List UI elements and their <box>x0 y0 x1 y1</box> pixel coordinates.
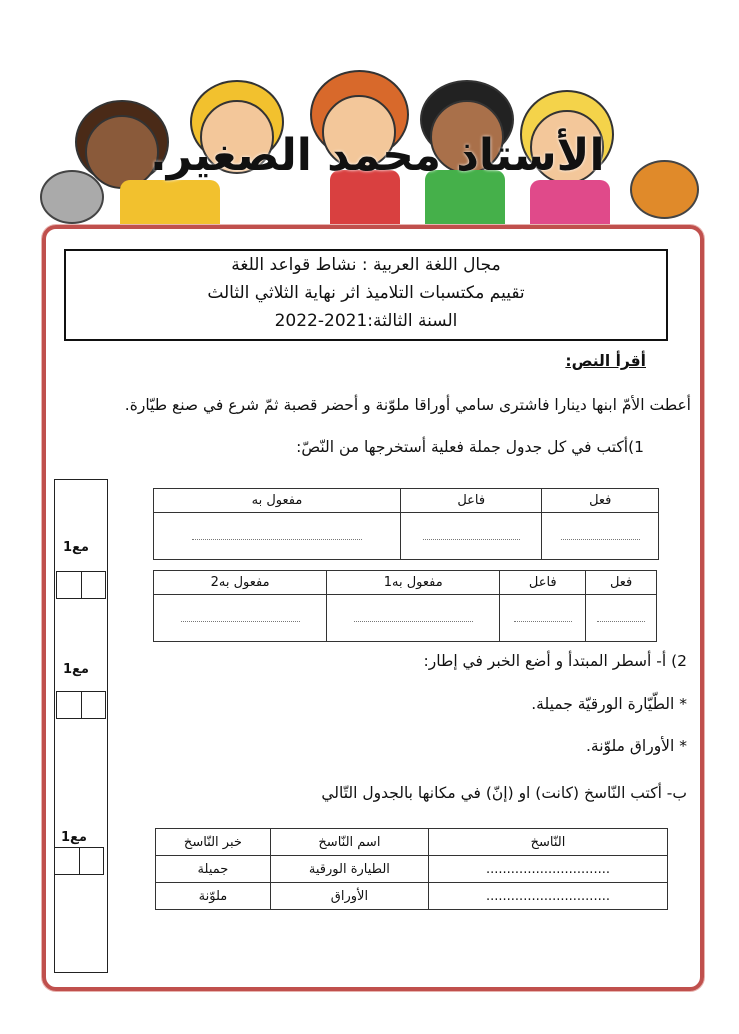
passage: أعطت الأمّ ابنها دينارا فاشترى سامي أوراقا ملوّنة و أحضر قصبة ثمّ شرع في صنع طيّارة. <box>124 396 691 414</box>
criterion-label: مع1 <box>63 540 89 555</box>
read-title: أقرأ النص: <box>565 352 646 370</box>
cell: الأوراق <box>270 883 428 910</box>
header-cell: النّاسخ <box>428 829 667 856</box>
question-2b: ب- أكتب النّاسخ (كانت) او (إنّ) في مكانها بالجدول التّالي <box>321 784 687 802</box>
answer-cell[interactable] <box>400 513 542 560</box>
header-cell: فاعل <box>500 571 586 595</box>
table-verb-subject-two-objects <box>153 570 657 642</box>
header-cell: فعل <box>542 489 659 513</box>
header-cell: مفعول به2 <box>154 571 327 595</box>
answer-cell[interactable] <box>586 595 657 642</box>
table-nasikh <box>155 828 668 910</box>
question-1: 1)أكتب في كل جدول جملة فعلية أستخرجها من النّصّ: <box>296 438 644 456</box>
answer-cell[interactable] <box>154 595 327 642</box>
score-box[interactable] <box>56 571 106 599</box>
table-verb-subject-object <box>153 488 659 560</box>
cell: جميلة <box>156 856 271 883</box>
grading-column <box>54 479 108 973</box>
sentence-1: * الطّيّارة الورقيّة جميلة. <box>531 695 687 713</box>
sentence-2: * الأوراق ملوّنة. <box>585 737 687 755</box>
score-box[interactable] <box>54 847 104 875</box>
header-line-1: مجال اللغة العربية : نشاط قواعد اللغة <box>231 255 501 275</box>
answer-cell[interactable]: .............................. <box>428 883 667 910</box>
header-cell: مفعول به <box>154 489 401 513</box>
answer-cell[interactable] <box>500 595 586 642</box>
header-line-2: تقييم مكتسبات التلاميذ اثر نهاية الثلاثي الثالث <box>207 283 525 303</box>
cell: ملوّنة <box>156 883 271 910</box>
criterion-label: مع1 <box>61 830 87 845</box>
teacher-watermark: الأستاذ محمد الصغير. <box>150 130 605 181</box>
answer-cell[interactable]: .............................. <box>428 856 667 883</box>
criterion-label: مع1 <box>63 662 89 677</box>
cell: الطيارة الورقية <box>270 856 428 883</box>
answer-cell[interactable] <box>327 595 500 642</box>
header-cell: مفعول به1 <box>327 571 500 595</box>
header-box <box>64 249 668 341</box>
question-2a: 2) أ- أسطر المبتدأ و أضع الخبر في إطار: <box>423 652 687 670</box>
answer-cell[interactable] <box>542 513 659 560</box>
score-box[interactable] <box>56 691 106 719</box>
header-cell: فعل <box>586 571 657 595</box>
header-line-3: السنة الثالثة:2021-2022 <box>274 311 458 331</box>
header-cell: فاعل <box>400 489 542 513</box>
answer-cell[interactable] <box>154 513 401 560</box>
header-cell: اسم النّاسخ <box>270 829 428 856</box>
header-cell: خبر النّاسخ <box>156 829 271 856</box>
